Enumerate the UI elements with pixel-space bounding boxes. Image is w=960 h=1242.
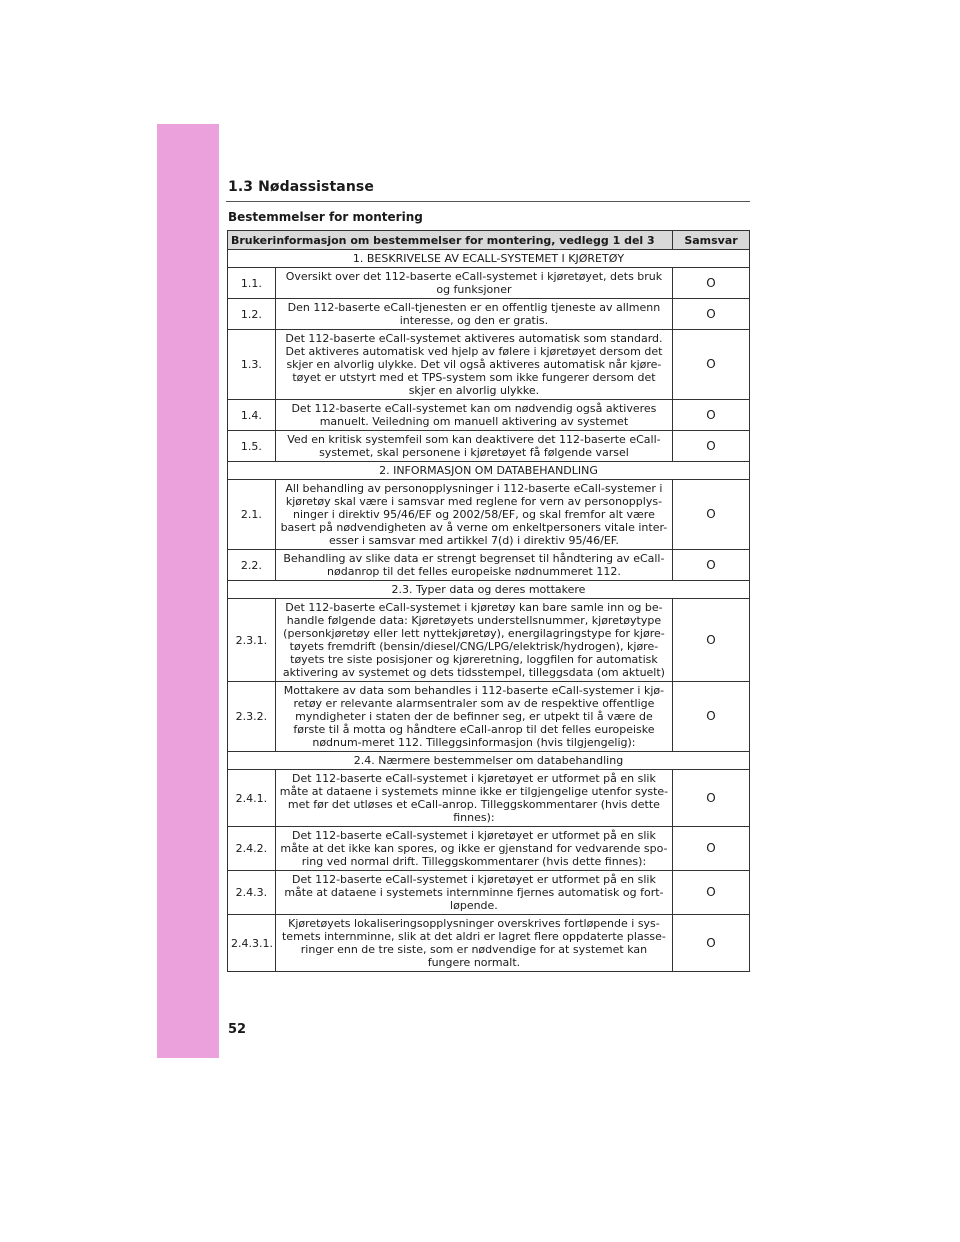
- item-description: Kjøretøyets lokaliseringsopplysninger overskrives fortløpende i sys-temets internminne, slik at det aldri er lagret flere oppdaterte plasse-ringer enn de tre siste, som er nødvendige for at systemet kan fungere normalt.: [275, 915, 672, 972]
- table-row: [228, 550, 750, 581]
- item-conformity: O: [673, 400, 750, 431]
- page-subtitle: Bestemmelser for montering: [228, 210, 423, 224]
- table-body: [228, 250, 750, 972]
- item-description: Det 112-baserte eCall-systemet i kjøretøyet er utformet på en slik måte at dataene i systemets minne ikke er tilgjengelige utenfor syste-met før det utløses et eCall-anrop. Tilleggskommentarer (hvis dette finnes):: [275, 770, 672, 827]
- item-conformity: O: [673, 299, 750, 330]
- item-description: Mottakere av data som behandles i 112-baserte eCall-systemer i kjø-retøy er relevante alarmsentraler som av de respektive offentlige myndigheter i staten der de befinner seg, er utpekt til å være de første til å motta og håndtere eCall-anrop til det felles europeiske nødnum-meret 112. Tilleggsinformasjon (hvis tilgjengelig):: [275, 682, 672, 752]
- item-conformity: O: [673, 330, 750, 400]
- page-number: 52: [228, 1022, 247, 1037]
- section-heading-cell: 2.3. Typer data og deres mottakere: [228, 581, 750, 599]
- table-row: [228, 431, 750, 462]
- item-description: Det 112-baserte eCall-systemet aktiveres automatisk som standard. Det aktiveres automatisk ved hjelp av følere i kjøretøyet dersom det skjer en alvorlig ulykke. Det vil også aktiveres automatisk når kjøre-tøyet er utstyrt med et TPS-system som ikke fungerer dersom det skjer en alvorlig ulykke.: [275, 330, 672, 400]
- item-number: 2.4.2.: [228, 827, 276, 871]
- side-color-band: [157, 124, 219, 1058]
- table-row: [228, 871, 750, 915]
- item-description: Det 112-baserte eCall-systemet i kjøretøyet er utformet på en slik måte at det ikke kan spores, og ikke er gjenstand for vedvarende spo-ring ved normal drift. Tilleggskommentarer (hvis dette finnes):: [275, 827, 672, 871]
- table-header-row: [228, 231, 750, 250]
- item-conformity: O: [673, 871, 750, 915]
- table-row: [228, 299, 750, 330]
- item-number: 1.3.: [228, 330, 276, 400]
- item-number: 2.4.1.: [228, 770, 276, 827]
- heading-divider: [226, 201, 750, 202]
- table-row: [228, 770, 750, 827]
- item-description: All behandling av personopplysninger i 112-baserte eCall-systemer i kjøretøy skal være i samsvar med reglene for vern av personopplys-ninger i direktiv 95/46/EF og 2002/58/EF, og skal fremfor alt være basert på nødvendigheten av å verne om enkeltpersoners vitale inter-esser i samsvar med artikkel 7(d) i direktiv 95/46/EF.: [275, 480, 672, 550]
- item-description: Oversikt over det 112-baserte eCall-systemet i kjøretøyet, dets bruk og funksjoner: [275, 268, 672, 299]
- item-number: 2.4.3.: [228, 871, 276, 915]
- item-conformity: O: [673, 431, 750, 462]
- item-description: Det 112-baserte eCall-systemet i kjøretøyet er utformet på en slik måte at dataene i systemets internminne fjernes automatisk og fort-løpende.: [275, 871, 672, 915]
- item-number: 2.1.: [228, 480, 276, 550]
- item-conformity: O: [673, 268, 750, 299]
- item-description: Den 112-baserte eCall-tjenesten er en offentlig tjeneste av allmenn interesse, og den er gratis.: [275, 299, 672, 330]
- item-conformity: O: [673, 550, 750, 581]
- item-number: 1.1.: [228, 268, 276, 299]
- table-row: [228, 599, 750, 682]
- item-number: 2.4.3.1.: [228, 915, 276, 972]
- item-number: 1.4.: [228, 400, 276, 431]
- section-heading-cell: 1. BESKRIVELSE AV ECALL-SYSTEMET I KJØRETØY: [228, 250, 750, 268]
- table-section-row: [228, 462, 750, 480]
- table-row: [228, 330, 750, 400]
- item-number: 2.3.1.: [228, 599, 276, 682]
- header-conformity: Samsvar: [673, 231, 750, 250]
- table-row: [228, 480, 750, 550]
- item-number: 1.2.: [228, 299, 276, 330]
- item-description: Det 112-baserte eCall-systemet kan om nødvendig også aktiveres manuelt. Veiledning om manuell aktivering av systemet: [275, 400, 672, 431]
- regulations-table: [227, 230, 750, 972]
- table-section-row: [228, 250, 750, 268]
- header-info: Brukerinformasjon om bestemmelser for montering, vedlegg 1 del 3: [228, 231, 673, 250]
- table-row: [228, 682, 750, 752]
- item-description: Behandling av slike data er strengt begrenset til håndtering av eCall-nødanrop til det felles europeiske nødnummeret 112.: [275, 550, 672, 581]
- section-heading-cell: 2.4. Nærmere bestemmelser om databehandling: [228, 752, 750, 770]
- section-heading-cell: 2. INFORMASJON OM DATABEHANDLING: [228, 462, 750, 480]
- item-number: 1.5.: [228, 431, 276, 462]
- item-conformity: O: [673, 915, 750, 972]
- table-row: [228, 400, 750, 431]
- item-conformity: O: [673, 682, 750, 752]
- item-conformity: O: [673, 827, 750, 871]
- section-title: 1.3 Nødassistanse: [228, 179, 374, 195]
- item-conformity: O: [673, 770, 750, 827]
- item-number: 2.2.: [228, 550, 276, 581]
- item-conformity: O: [673, 480, 750, 550]
- table-row: [228, 827, 750, 871]
- table-row: [228, 268, 750, 299]
- table-row: [228, 915, 750, 972]
- item-description: Det 112-baserte eCall-systemet i kjøretøy kan bare samle inn og be-handle følgende data: Kjøretøyets understellsnummer, kjøretøytype (personkjøretøy eller lett nyttekjøretøy), energilagringstype for kjøre-tøyets fremdrift (bensin/diesel/CNG/LPG/elektrisk/hydrogen), kjøre-tøyets tre siste posisjoner og kjøreretning, loggfilen for automatisk aktivering av systemet og dets tidsstempel, tilleggsdata (om aktuelt): [275, 599, 672, 682]
- table-section-row: [228, 752, 750, 770]
- item-description: Ved en kritisk systemfeil som kan deaktivere det 112-baserte eCall-systemet, skal personene i kjøretøyet få følgende varsel: [275, 431, 672, 462]
- item-number: 2.3.2.: [228, 682, 276, 752]
- item-conformity: O: [673, 599, 750, 682]
- table-section-row: [228, 581, 750, 599]
